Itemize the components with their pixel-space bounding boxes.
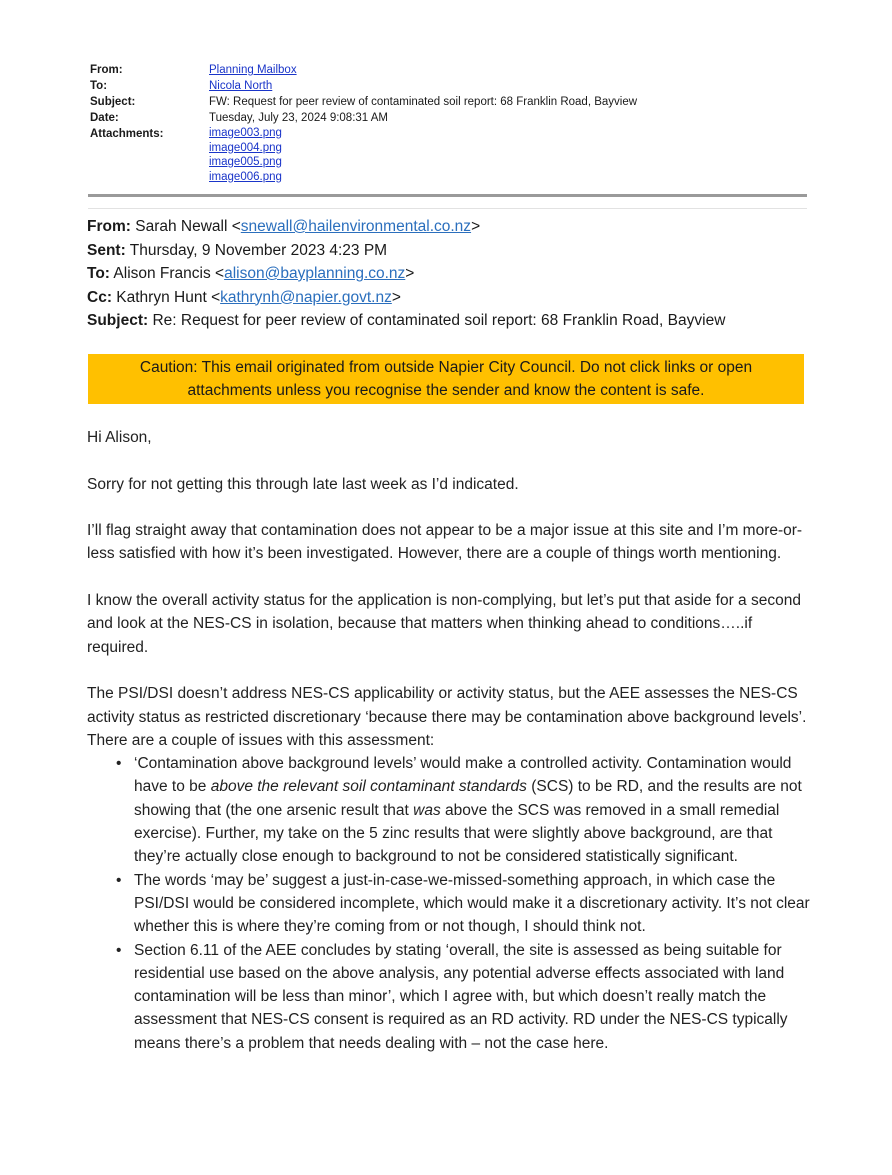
list-item-emphasis: was (413, 801, 441, 819)
body-paragraph: I know the overall activity status for the application is non-complying, but let’s put that aside for a second and look at the NES-CS in isolation, because that matters when thinking ahead to conditions…..if required. (87, 592, 801, 656)
email-body (87, 426, 812, 1055)
fwd-to-email-link[interactable]: alison@bayplanning.co.nz (224, 265, 406, 282)
fwd-from-row (87, 215, 827, 239)
greeting: Hi Alison, (87, 429, 152, 446)
outer-subject-label: Subject: (90, 96, 136, 108)
list-item-text: Section 6.11 of the AEE concludes by stating ‘overall, the site is assessed as being suitable for residential use based on the above analysis, any potential adverse effects associated with land contamination will be less than minor’, which I agree with, but which doesn’t really match the assessment that NES-CS consent is required as an RD activity. RD under the NES-CS typically means there’s a problem that needs dealing with – not the case here. (134, 941, 788, 1052)
list-item-text: ‘Contamination above background levels’ would make a controlled activity. Contamination would have to be (134, 755, 792, 796)
attachment-list (209, 126, 810, 184)
header-divider-light (88, 208, 807, 209)
outer-subject-row (90, 94, 810, 110)
attachment-link[interactable]: image006.png (209, 170, 282, 183)
outer-date-value: Tuesday, July 23, 2024 9:08:31 AM (209, 112, 389, 124)
attachment-link[interactable]: image003.png (209, 127, 282, 139)
fwd-cc-close: > (391, 288, 401, 306)
fwd-to-close: > (405, 265, 415, 282)
list-item-text: (SCS) to be RD, and the results are not showing that (the one arsenic result that (134, 778, 802, 819)
caution-line-1: Caution: This email originated from outside Napier City Council. Do not click links or open (139, 359, 753, 376)
list-item-text: The words ‘may be’ suggest a just-in-case-we-missed-something approach, in which case the PSI/DSI would be considered incomplete, which would make it a discretionary activity. It’s not clear whether this is where they’re coming from or not though, I should think not. (134, 871, 810, 936)
attachment-link[interactable]: image004.png (209, 141, 282, 154)
fwd-cc-row (87, 286, 827, 310)
outer-to-label: To: (90, 80, 108, 92)
fwd-subject-label: Subject: (87, 312, 149, 329)
list-item (87, 752, 812, 868)
fwd-sent-row (87, 239, 827, 263)
fwd-from-close: > (471, 218, 481, 235)
outer-attachments-row (90, 126, 810, 184)
outer-from-label: From: (90, 64, 123, 76)
bullet-icon: • (116, 871, 122, 889)
outer-date-label: Date: (90, 112, 119, 124)
fwd-to-label: To: (87, 265, 110, 282)
external-email-caution-banner (88, 354, 804, 404)
list-item (87, 869, 812, 939)
fwd-subject-value: Re: Request for peer review of contaminated soil report: 68 Franklin Road, Bayview (152, 312, 726, 329)
body-paragraph: Sorry for not getting this through late last week as I’d indicated. (87, 475, 519, 493)
fwd-to-row (87, 262, 827, 286)
fwd-sent-value: Thursday, 9 November 2023 4:23 PM (129, 241, 388, 259)
outer-subject-value: FW: Request for peer review of contaminated soil report: 68 Franklin Road, Bayview (209, 96, 638, 108)
list-item-text: above the SCS was removed in a small remedial exercise). Further, my take on the 5 zinc results that were slightly above background, are that they’re actually close enough to background to not be considered statistically significant. (134, 801, 780, 866)
caution-line-2: attachments unless you recognise the sender and know the content is safe. (187, 382, 705, 399)
fwd-cc-name: Kathryn Hunt < (116, 288, 221, 306)
outer-email-header (90, 62, 810, 184)
fwd-to-name: Alison Francis < (113, 265, 225, 282)
bullet-icon: • (116, 755, 122, 773)
outer-to-row (90, 78, 810, 94)
outer-date-row (90, 110, 810, 126)
header-divider (88, 194, 807, 197)
fwd-cc-label: Cc: (87, 288, 112, 306)
forwarded-message-header (87, 215, 827, 333)
fwd-from-label: From: (87, 218, 131, 235)
bullet-icon: • (116, 941, 122, 959)
attachment-link[interactable]: image005.png (209, 156, 282, 168)
list-item (87, 939, 812, 1055)
fwd-sent-label: Sent: (87, 241, 126, 259)
fwd-cc-email-link[interactable]: kathrynh@napier.govt.nz (220, 288, 392, 306)
outer-to-link[interactable]: Nicola North (209, 80, 273, 92)
issues-list (87, 752, 812, 1055)
fwd-from-email-link[interactable]: snewall@hailenvironmental.co.nz (240, 218, 472, 235)
outer-from-link[interactable]: Planning Mailbox (209, 64, 297, 76)
fwd-from-name: Sarah Newall < (135, 218, 241, 235)
body-paragraph: I’ll flag straight away that contamination does not appear to be a major issue at this site and I’m more-or-less satisfied with how it’s been investigated. However, there are a couple of things worth mentioning. (87, 522, 803, 563)
outer-attachments-label: Attachments: (90, 128, 164, 140)
outer-from-row (90, 62, 810, 78)
fwd-subject-row (87, 309, 827, 333)
body-paragraph: The PSI/DSI doesn’t address NES-CS applicability or activity status, but the AEE assesses the NES-CS activity status as restricted discretionary ‘because there may be contamination above background levels’. There are a couple of issues with this assessment: (87, 685, 807, 749)
list-item-emphasis: above the relevant soil contaminant standards (210, 778, 527, 796)
